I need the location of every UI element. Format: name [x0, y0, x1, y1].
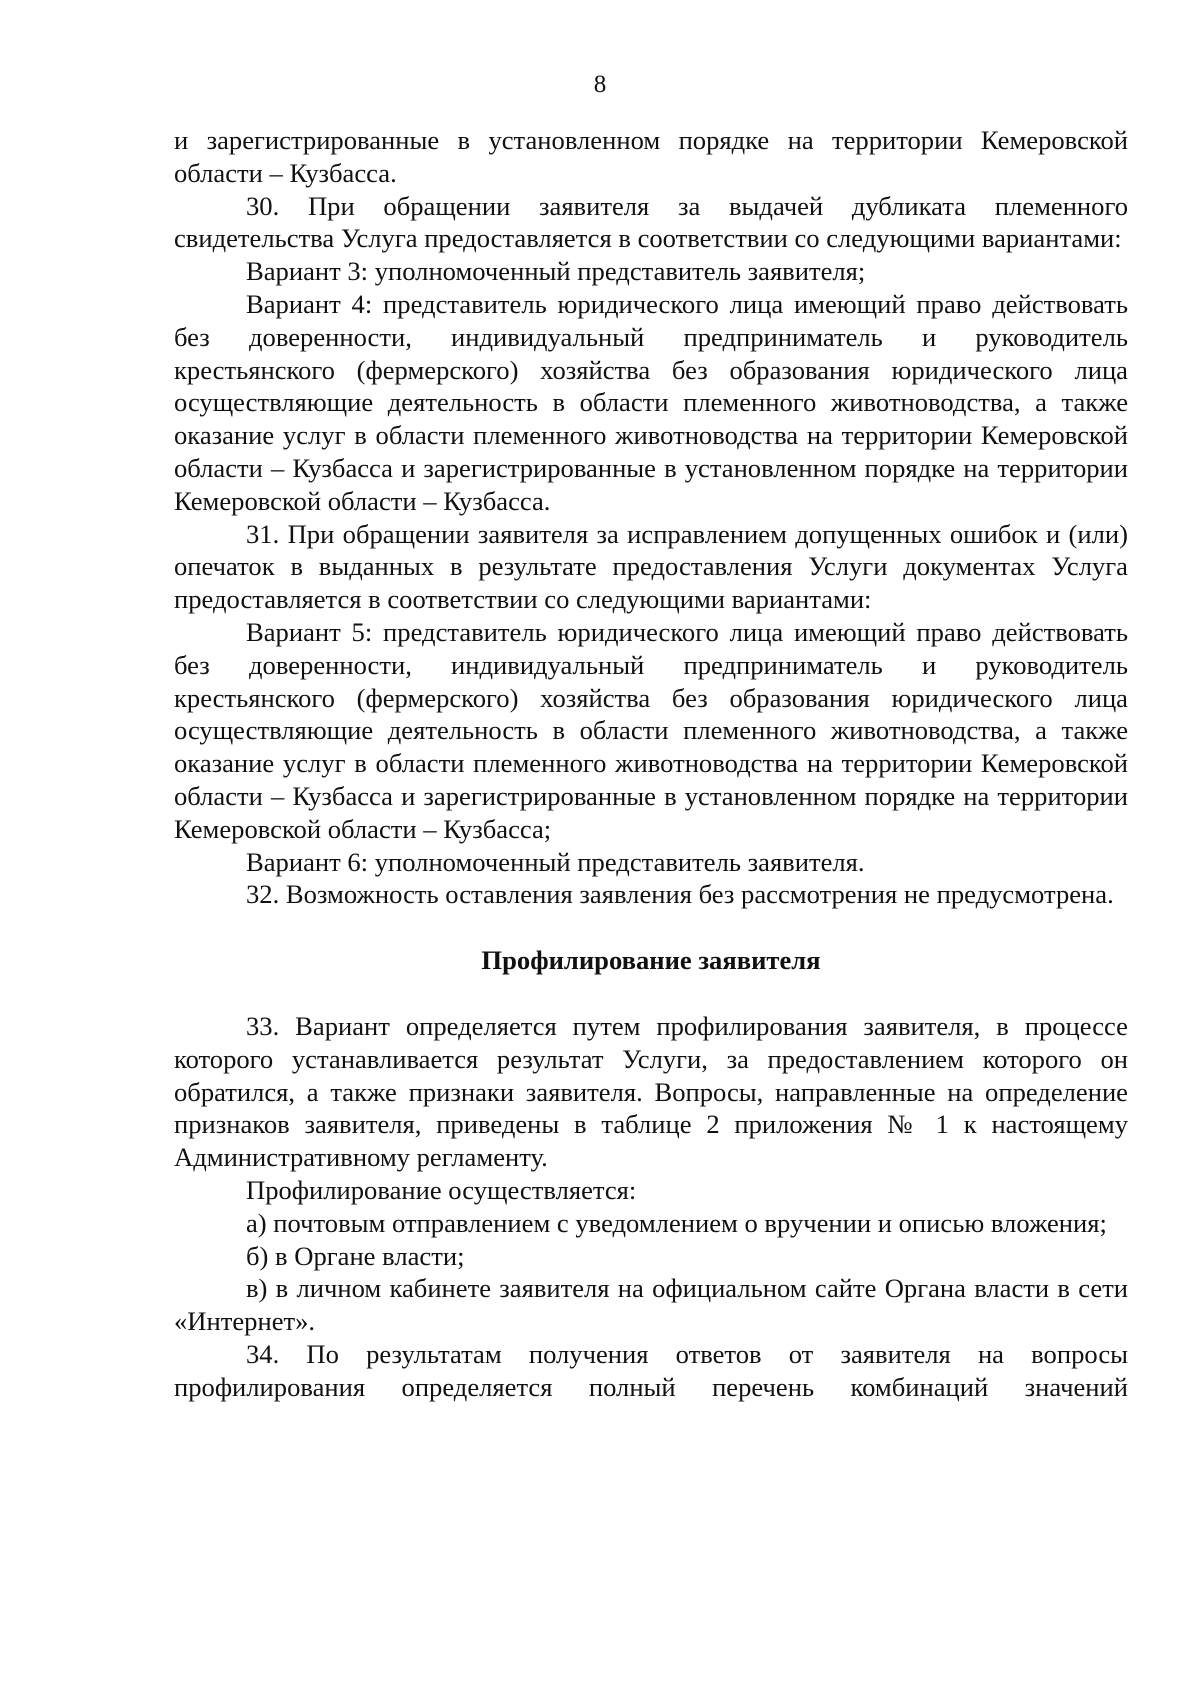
page-number: 8: [593, 71, 607, 98]
page-body: [174, 124, 1128, 1403]
paragraph: 32. Возможность оставления заявления без рассмотрения не предусмотрена.: [246, 879, 1114, 910]
paragraph: 33. Вариант определяется путем профилирования заявителя, в процессе которого устанавливается результат Услуги, за предоставлением которого он обратился, а также признаки заявителя. Вопросы, направленные на определение признаков заявителя, приведены в таблице 2 приложения № 1 к настоящему Административному регламенту.: [174, 1010, 1128, 1173]
paragraph: б) в Органе власти;: [246, 1240, 465, 1271]
paragraphs-before-heading: [174, 124, 1128, 911]
paragraph: в) в личном кабинете заявителя на официальном сайте Органа власти в сети «Интернет».: [174, 1273, 1128, 1337]
paragraphs-after-heading: [174, 1010, 1128, 1404]
paragraph: и зарегистрированные в установленном порядке на территории Кемеровской области – Кузбасса.: [174, 125, 1128, 188]
paragraph: Вариант 4: представитель юридического лица имеющий право действовать без доверенности, индивидуальный предприниматель и руководитель крестьянского (фермерского) хозяйства без образования юридического лица осуществляющие деятельность в области племенного животноводства, а также оказание услуг в области племенного животноводства на территории Кемеровской области – Кузбасса и зарегистрированные в установленном порядке на территории Кемеровской области – Кузбасса.: [174, 288, 1128, 516]
paragraph: 30. При обращении заявителя за выдачей дубликата племенного свидетельства Услуга предоставляется в соответствии со следующими вариантами:: [174, 190, 1128, 254]
paragraph: 34. По результатам получения ответов от заявителя на вопросы профилирования определяется полный перечень комбинаций значений: [174, 1338, 1128, 1402]
paragraph: а) почтовым отправлением с уведомлением о вручении и описью вложения;: [246, 1207, 1107, 1238]
paragraph: Вариант 5: представитель юридического лица имеющий право действовать без доверенности, индивидуальный предприниматель и руководитель крестьянского (фермерского) хозяйства без образования юридического лица осуществляющие деятельность в области племенного животноводства, а также оказание услуг в области племенного животноводства на территории Кемеровской области – Кузбасса и зарегистрированные в установленном порядке на территории Кемеровской области – Кузбасса;: [174, 616, 1128, 844]
section-heading: Профилирование заявителя: [481, 945, 821, 976]
paragraph: Профилирование осуществляется:: [246, 1174, 637, 1205]
paragraph: 31. При обращении заявителя за исправлением допущенных ошибок и (или) опечаток в выданных в результате предоставления Услуги документах Услуга предоставляется в соответствии со следующими вариантами:: [174, 518, 1128, 615]
paragraph: Вариант 6: уполномоченный представитель заявителя.: [246, 846, 865, 877]
paragraph: Вариант 3: уполномоченный представитель заявителя;: [246, 256, 866, 287]
